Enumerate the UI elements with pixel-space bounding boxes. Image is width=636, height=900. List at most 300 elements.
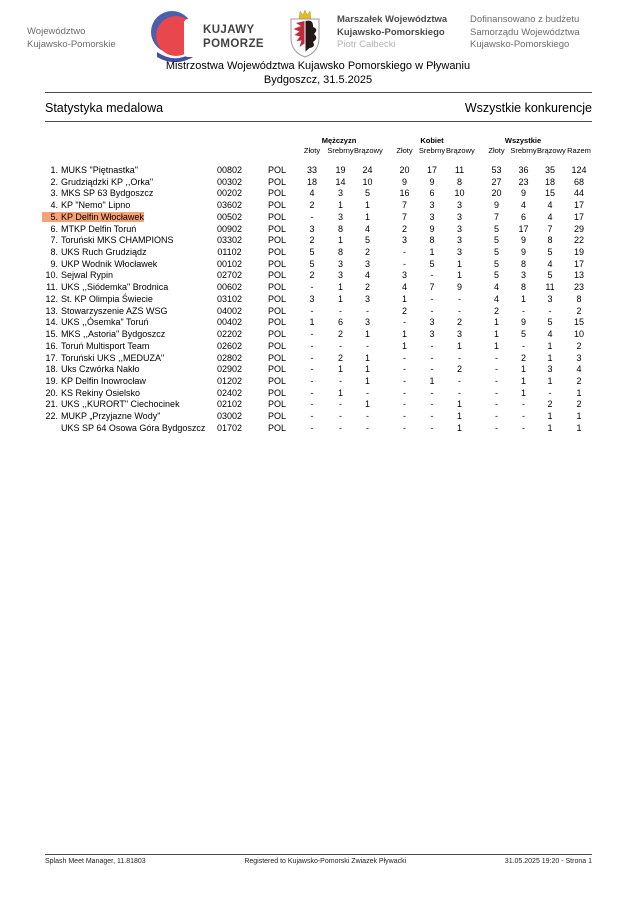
medal-count: 20 — [399, 165, 410, 175]
team-name: UKS Ruch Grudziądz — [61, 247, 147, 258]
team-name: MTKP Delfin Toruń — [61, 223, 137, 234]
team-code: 01202 — [216, 375, 243, 386]
medal-count: - — [339, 422, 342, 433]
divider-top — [45, 92, 592, 93]
medal-count: - — [339, 375, 342, 386]
team-rank: 7. — [50, 235, 58, 246]
col-header-women-gold: Złoty — [396, 146, 413, 155]
table-row — [42, 259, 598, 271]
col-header-all-silver: Srebrny — [510, 146, 537, 155]
medal-count: - — [430, 352, 434, 363]
medal-count: 2 — [576, 399, 582, 410]
medal-count: 23 — [518, 176, 529, 187]
medal-count: - — [495, 352, 498, 363]
medal-count: 1 — [520, 375, 526, 386]
medal-count: 17 — [573, 258, 584, 269]
medal-count: 1 — [547, 352, 553, 363]
team-name-cell — [42, 282, 202, 294]
table-row — [42, 224, 598, 236]
medal-count: 6 — [337, 317, 343, 328]
medal-count: 9 — [429, 223, 435, 234]
medal-count: 4 — [547, 329, 553, 340]
voivodeship-line1: Województwo — [27, 26, 86, 37]
team-name: Stowarzyszenie AZS WSG — [61, 305, 168, 316]
medal-count: 1 — [337, 387, 343, 398]
team-nation: POL — [267, 188, 286, 199]
team-name: UKP Wodnik Włocławek — [61, 258, 158, 269]
medal-count: 3 — [337, 188, 343, 199]
medal-count: 1 — [364, 352, 370, 363]
medal-count: - — [430, 293, 434, 304]
medal-count: 2 — [309, 270, 315, 281]
medal-count: - — [495, 399, 498, 410]
medal-count: - — [310, 364, 314, 375]
table-row — [42, 165, 598, 177]
team-name-cell — [42, 247, 202, 259]
medal-count: - — [403, 247, 406, 258]
team-nation: POL — [267, 305, 286, 316]
col-header-men-gold: Złoty — [303, 146, 321, 155]
medal-count: 5 — [364, 188, 370, 199]
medal-count: 3 — [337, 258, 343, 269]
medal-count: 44 — [573, 188, 584, 199]
medal-count: - — [403, 411, 406, 422]
medal-count: 9 — [401, 176, 407, 187]
medal-count: - — [310, 422, 314, 433]
medal-count: - — [522, 340, 525, 351]
medal-count: 2 — [576, 375, 582, 386]
medal-count: 2 — [309, 235, 315, 246]
medal-count: 9 — [493, 200, 499, 211]
team-rank: 14. — [45, 317, 58, 328]
medal-count: 24 — [362, 165, 373, 175]
funding-line3: Kujawsko-Pomorskiego — [470, 39, 570, 50]
medal-count: - — [366, 387, 369, 398]
medal-count: - — [458, 387, 461, 398]
medal-count: 6 — [520, 211, 526, 222]
medal-count: 4 — [364, 270, 370, 281]
funding-line1: Dofinansowano z budżetu — [470, 14, 580, 25]
medal-count: 8 — [520, 282, 526, 293]
kujawy-pomorze-logo — [150, 8, 264, 64]
team-rank: 6. — [50, 223, 58, 234]
medal-count: 11 — [545, 282, 555, 293]
team-code: 02902 — [216, 364, 243, 375]
medal-count: 7 — [401, 200, 407, 211]
team-name-cell — [42, 188, 202, 200]
medal-count: 1 — [547, 375, 553, 386]
group-header-women: Kobiet — [420, 136, 444, 145]
team-code: 00802 — [216, 165, 243, 175]
team-code: 04002 — [216, 305, 243, 316]
medal-count: - — [366, 411, 369, 422]
highlighted-team — [42, 212, 144, 222]
medal-count: 5 — [547, 247, 553, 258]
col-header-all-gold: Złoty — [488, 146, 505, 155]
medal-count: 1 — [429, 247, 435, 258]
medal-count: 35 — [544, 165, 555, 175]
medal-count: 3 — [429, 211, 435, 222]
medal-count: 2 — [309, 200, 315, 211]
medal-count: - — [403, 364, 406, 375]
medal-count: - — [310, 352, 314, 363]
medal-count: - — [339, 399, 342, 410]
medal-count: - — [403, 317, 406, 328]
team-name-cell — [42, 353, 202, 365]
page-footer — [45, 858, 592, 865]
team-nation: POL — [267, 258, 286, 269]
medal-count: - — [495, 422, 498, 433]
medal-count: 3 — [401, 270, 407, 281]
medal-count: 3 — [401, 235, 407, 246]
medal-count: 10 — [573, 329, 584, 340]
medal-count: 15 — [544, 188, 555, 199]
medal-count: 3 — [456, 329, 462, 340]
team-code: 02602 — [216, 340, 243, 351]
medal-count: 2 — [576, 340, 582, 351]
team-name-cell — [42, 399, 202, 411]
team-name-cell — [42, 270, 202, 282]
medal-count: 1 — [520, 364, 526, 375]
medal-count: - — [403, 422, 406, 433]
medal-count: 4 — [309, 188, 315, 199]
team-name-cell — [42, 341, 202, 353]
team-name: UKS ,,Siódemka" Brodnica — [61, 282, 169, 293]
medal-count: 17 — [426, 165, 437, 175]
medal-count: 1 — [309, 317, 315, 328]
team-nation: POL — [267, 282, 286, 293]
team-name-cell — [42, 376, 202, 388]
team-code: 02202 — [216, 329, 243, 340]
group-header-all: Wszystkie — [504, 136, 542, 145]
table-row — [42, 282, 598, 294]
medal-count: - — [430, 422, 434, 433]
medal-count: 3 — [429, 200, 435, 211]
medal-count: 20 — [491, 188, 502, 199]
medal-count: 1 — [401, 340, 407, 351]
team-rank: 21. — [45, 399, 58, 410]
table-row — [42, 270, 598, 282]
medal-count: - — [495, 375, 498, 386]
medal-count: 1 — [364, 375, 370, 386]
medal-count: 9 — [429, 176, 435, 187]
team-name: MUKP „Przyjazne Wody" — [61, 411, 161, 422]
medal-count: - — [403, 258, 406, 269]
team-code: 02402 — [216, 387, 243, 398]
kujawy-pomorze-logo-text — [203, 23, 264, 64]
col-header-total: Razem — [567, 146, 591, 155]
medal-count: 8 — [520, 258, 526, 269]
medal-count: 29 — [573, 223, 584, 234]
medal-count: - — [522, 399, 525, 410]
medal-count: - — [310, 411, 314, 422]
table-group-header-row — [42, 136, 598, 146]
marshal-label — [337, 14, 447, 52]
table-row — [42, 247, 598, 259]
col-header-women-silver: Srebrny — [418, 146, 446, 155]
table-row — [42, 188, 598, 200]
team-name-cell — [42, 364, 202, 376]
medal-count: 1 — [364, 399, 370, 410]
medal-count: 2 — [364, 282, 370, 293]
table-row — [42, 399, 598, 411]
group-header-men: Mężczyzn — [321, 136, 357, 145]
medal-count: 23 — [573, 282, 584, 293]
medal-count: 7 — [547, 223, 553, 234]
medal-count: 2 — [520, 352, 526, 363]
medal-count: 1 — [364, 211, 370, 222]
team-name-cell — [42, 294, 202, 306]
team-nation: POL — [267, 411, 286, 422]
medal-count: 5 — [493, 223, 499, 234]
team-rank: 10. — [45, 270, 58, 281]
medal-count: 10 — [362, 176, 373, 187]
medal-count: 1 — [364, 200, 370, 211]
medal-count: 1 — [337, 200, 343, 211]
medal-count: 1 — [456, 258, 462, 269]
medal-count: 7 — [401, 211, 407, 222]
team-code: 02702 — [216, 270, 243, 281]
team-name-cell — [42, 200, 202, 212]
divider-section — [45, 121, 592, 122]
marshal-name: Piotr Całbecki — [337, 39, 396, 50]
medal-count: 8 — [337, 247, 343, 258]
col-header-all-bronze: Brązowy — [537, 146, 566, 155]
table-row — [42, 317, 598, 329]
medal-count: - — [522, 422, 525, 433]
table-row — [42, 306, 598, 318]
marshal-line1: Marszałek Województwa — [337, 14, 448, 25]
medal-count: 3 — [364, 293, 370, 304]
medal-count: - — [366, 305, 369, 316]
team-name: UKS ,,KURORT" Ciechocinek — [61, 399, 180, 410]
team-nation: POL — [267, 317, 286, 328]
medal-count: 1 — [493, 340, 499, 351]
team-name-cell — [42, 235, 202, 247]
medal-count: 9 — [456, 282, 462, 293]
medal-count: - — [310, 282, 314, 293]
medal-count: 22 — [573, 235, 584, 246]
medal-count: 124 — [571, 165, 587, 175]
medal-count: 27 — [491, 176, 502, 187]
medal-count: 18 — [544, 176, 555, 187]
kujawy-pomorze-logo-icon — [150, 8, 202, 64]
team-rank: 11. — [46, 282, 58, 293]
medal-count: 3 — [576, 352, 582, 363]
team-rank: 5. — [50, 211, 58, 222]
medal-count: - — [495, 387, 498, 398]
document-title: Mistrzostwa Województwa Kujawsko Pomorskiego w Pływaniu — [165, 60, 471, 72]
section-title: Statystyka medalowa — [45, 101, 164, 115]
team-code: 00502 — [216, 211, 243, 222]
team-name: Toruń Multisport Team — [61, 340, 150, 351]
medal-count: 8 — [547, 235, 553, 246]
team-code: 00402 — [216, 317, 243, 328]
medal-count: 7 — [429, 282, 435, 293]
team-rank: 15. — [45, 329, 58, 340]
medal-count: - — [522, 411, 525, 422]
team-name-cell — [42, 411, 202, 423]
medal-count: 1 — [337, 364, 343, 375]
team-code: 03002 — [216, 411, 243, 422]
medal-count: 8 — [576, 293, 582, 304]
medal-count: 1 — [576, 411, 582, 422]
footer-app-version: Splash Meet Manager, 11.81803 — [45, 858, 146, 865]
medal-count: 4 — [401, 282, 407, 293]
medal-count: 2 — [547, 399, 553, 410]
medal-count: - — [366, 422, 369, 433]
medal-count: 33 — [306, 165, 317, 175]
medal-table — [42, 136, 598, 435]
medal-count: 5 — [364, 235, 370, 246]
medal-count: 8 — [429, 235, 435, 246]
team-nation: POL — [267, 270, 286, 281]
medal-count: 4 — [547, 200, 553, 211]
team-name-cell — [42, 259, 202, 271]
team-nation: POL — [267, 364, 286, 375]
medal-count: 19 — [335, 165, 346, 175]
team-code: 00302 — [216, 176, 243, 187]
team-rank: 16. — [45, 340, 58, 351]
team-name-cell — [42, 212, 202, 224]
team-rank: 12. — [45, 293, 58, 304]
medal-count: 1 — [364, 364, 370, 375]
divider-footer — [45, 854, 592, 855]
team-name: UKS ,,Ósemka" Toruń — [61, 317, 149, 328]
medal-count: - — [310, 211, 314, 222]
table-row — [42, 212, 598, 224]
team-code: 02802 — [216, 352, 243, 363]
medal-count: - — [310, 375, 314, 386]
funding-line2: Samorządu Województwa — [470, 26, 580, 38]
table-row — [42, 364, 598, 376]
coat-of-arms-icon — [287, 8, 323, 65]
medal-count: 19 — [573, 247, 584, 258]
medal-count: 68 — [573, 176, 584, 187]
medal-count: - — [430, 387, 434, 398]
medal-count: 1 — [576, 422, 582, 433]
team-code: 00602 — [216, 282, 243, 293]
medal-count: 14 — [335, 176, 346, 187]
team-name: UKS SP 64 Osowa Góra Bydgoszcz — [61, 422, 206, 433]
medal-count: - — [310, 387, 314, 398]
medal-count: 1 — [493, 329, 499, 340]
medal-count: 1 — [337, 235, 343, 246]
voivodeship-line2: Kujawsko-Pomorskie — [27, 38, 116, 50]
team-name: Grudziądzki KP ,,Orka" — [61, 176, 154, 187]
team-name-cell — [42, 177, 202, 189]
medal-count: 17 — [573, 200, 584, 211]
medal-count: - — [548, 305, 552, 316]
medal-count: - — [458, 375, 461, 386]
team-rank: 17. — [45, 352, 58, 363]
team-code: 01702 — [216, 422, 243, 433]
medal-count: 1 — [401, 293, 407, 304]
medal-count: 53 — [491, 165, 502, 175]
team-nation: POL — [267, 235, 286, 246]
medal-count: 1 — [456, 422, 462, 433]
medal-count: 9 — [520, 235, 526, 246]
medal-count: 11 — [454, 165, 465, 175]
medal-count: - — [430, 305, 434, 316]
medal-count: 9 — [520, 188, 526, 199]
medal-count: - — [522, 305, 525, 316]
medal-count: 2 — [364, 247, 370, 258]
table-row — [42, 423, 598, 435]
medal-count: 2 — [493, 305, 499, 316]
marshal-line2: Kujawsko-Pomorskiego — [337, 26, 445, 38]
medal-count: 3 — [309, 223, 315, 234]
medal-count: 3 — [547, 364, 553, 375]
table-row — [42, 329, 598, 341]
medal-count: 7 — [493, 211, 499, 222]
medal-count: 3 — [337, 211, 343, 222]
table-row — [42, 376, 598, 388]
medal-count: - — [430, 399, 434, 410]
medal-count: 36 — [518, 165, 529, 175]
medal-count: - — [310, 329, 314, 340]
team-name: KP "Nemo" Lipno — [61, 200, 131, 211]
medal-count: 5 — [493, 258, 499, 269]
medal-count: - — [430, 340, 434, 351]
medal-count: 17 — [518, 223, 529, 234]
medal-count: 3 — [456, 235, 462, 246]
team-name-cell — [42, 165, 202, 177]
medal-count: 1 — [547, 422, 553, 433]
medal-count: 5 — [309, 247, 315, 258]
medal-count: - — [403, 352, 406, 363]
medal-count: - — [403, 387, 406, 398]
medal-count: 1 — [520, 387, 526, 398]
medal-count: 3 — [520, 270, 526, 281]
team-rank: 19. — [45, 375, 58, 386]
team-nation: POL — [267, 340, 286, 351]
table-body — [42, 165, 598, 435]
medal-count: 18 — [306, 176, 317, 187]
medal-count: 4 — [547, 258, 553, 269]
team-code: 03302 — [216, 235, 243, 246]
team-nation: POL — [267, 223, 286, 234]
medal-count: 1 — [456, 399, 462, 410]
medal-count: - — [458, 305, 461, 316]
medal-count: - — [310, 305, 314, 316]
medal-count: - — [339, 411, 342, 422]
team-rank: 9. — [50, 258, 58, 269]
team-nation: POL — [267, 293, 286, 304]
medal-count: - — [495, 411, 498, 422]
medal-count: - — [403, 375, 406, 386]
medal-count: 4 — [493, 293, 499, 304]
team-name: St. KP Olimpia Świecie — [61, 293, 153, 304]
team-name: MKS ,,Astoria" Bydgoszcz — [61, 329, 166, 340]
medal-count: 5 — [493, 270, 499, 281]
medal-count: - — [403, 399, 406, 410]
medal-count: 2 — [337, 352, 343, 363]
team-nation: POL — [267, 176, 286, 187]
team-nation: POL — [267, 247, 286, 258]
team-code: 03102 — [216, 293, 243, 304]
table-row — [42, 341, 598, 353]
medal-count: 3 — [429, 317, 435, 328]
medal-count: 2 — [456, 364, 462, 375]
team-nation: POL — [267, 329, 286, 340]
team-rank: 4. — [50, 200, 58, 211]
team-nation: POL — [267, 422, 286, 433]
voivodeship-label — [27, 26, 116, 51]
team-rank: 13. — [45, 305, 58, 316]
medal-count: 5 — [309, 258, 315, 269]
team-name: MKS SP 63 Bydgoszcz — [61, 188, 154, 199]
